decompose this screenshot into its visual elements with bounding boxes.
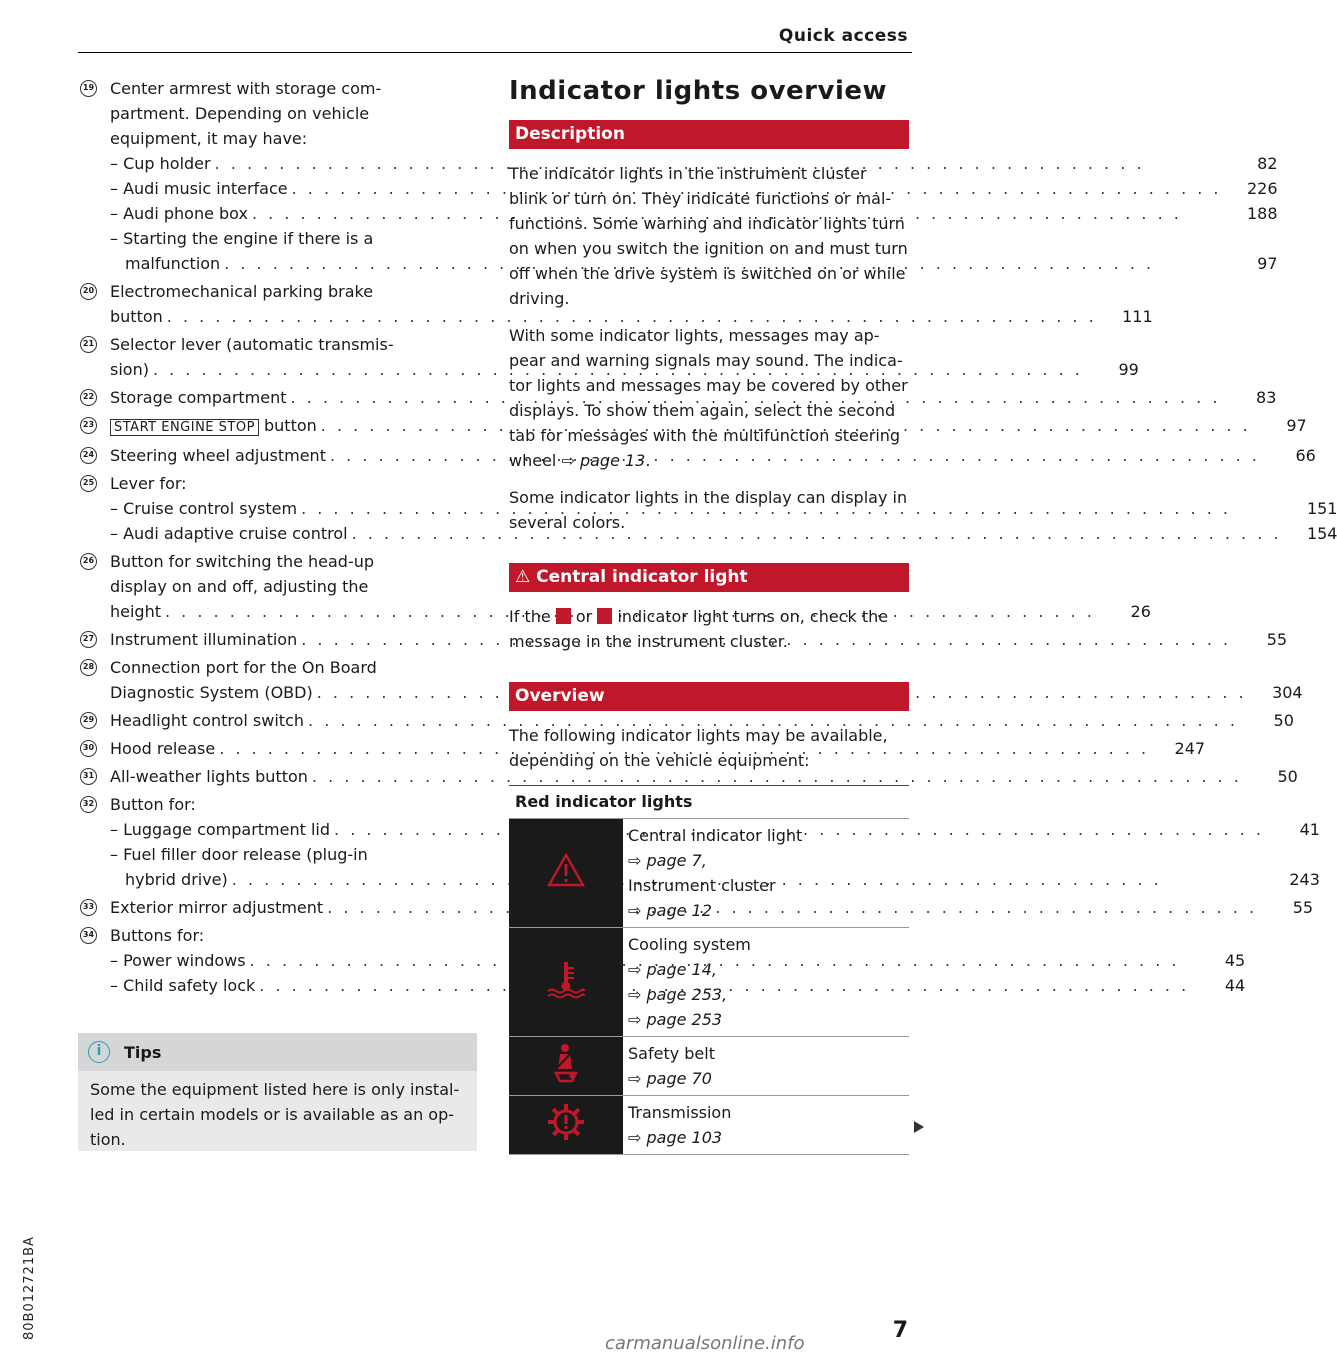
item-number-badge: 23 (80, 417, 97, 434)
central-indicator-bar: ⚠ Central indicator light (509, 563, 909, 592)
page-link[interactable]: ⇨ page 70 (628, 1069, 712, 1088)
overview-bar: Overview (509, 682, 909, 711)
footer-watermark: carmanualsonline.info (605, 1333, 805, 1354)
page-link[interactable]: ⇨ page 253 (628, 1010, 723, 1029)
index-entry (80, 385, 1277, 410)
item-number-badge: 24 (80, 447, 97, 464)
index-line: Center armrest with storage com- (110, 79, 382, 98)
tips-body: Some the equipment listed here is only instal-led in certain models or is available as an op-tion. (90, 1080, 460, 1149)
index-line: equipment, it may have: (110, 129, 308, 148)
continue-arrow-icon (914, 1121, 924, 1133)
indicator-text-cell (623, 819, 909, 928)
page-ref[interactable]: 154 (1306, 524, 1337, 543)
index-line: Steering wheel adjustment . . . 66 (110, 443, 1316, 468)
item-number-badge: 34 (80, 927, 97, 944)
indicator-icon-cell (509, 928, 623, 1037)
tips-box (78, 1033, 477, 1151)
page-ref[interactable]: 83 (1256, 388, 1277, 407)
index-line: – Audi adaptive cruise control . . . 154 (110, 521, 1337, 546)
red-indicator-icon (556, 608, 571, 624)
indicator-icon-cell (509, 819, 623, 928)
indicator-label: Instrument cluster (628, 876, 776, 895)
transmission-gear-icon (546, 1127, 586, 1146)
index-entry (80, 279, 1153, 329)
page-ref[interactable]: 304 (1272, 683, 1303, 702)
index-line: display on and off, adjusting the (110, 577, 369, 596)
info-icon: i (88, 1041, 110, 1063)
page-ref[interactable]: 50 (1277, 767, 1298, 786)
page-ref[interactable]: 99 (1118, 360, 1139, 379)
index-line: Electromechanical parking brake (110, 282, 374, 301)
page-ref[interactable]: 26 (1130, 602, 1151, 621)
red-warning-icon (597, 608, 612, 624)
index-line: – Power windows . . . 45 (110, 948, 1245, 973)
central-indicator-text: If the or indicator light turns on, check the message in the instrument cluster. (509, 607, 889, 651)
page-ref[interactable]: 50 (1273, 711, 1294, 730)
page-ref[interactable]: 247 (1174, 739, 1206, 758)
page-ref[interactable]: 44 (1224, 976, 1246, 995)
page-ref[interactable]: 151 (1306, 499, 1337, 518)
start-engine-stop-key: START ENGINE STOP (110, 419, 259, 436)
indicator-icon-cell (509, 1037, 623, 1096)
indicator-row (509, 819, 909, 928)
index-line: Instrument illumination . . . 55 (110, 627, 1287, 652)
description-bar: Description (509, 120, 909, 149)
index-line: – Cruise control system . . . 151 (110, 496, 1337, 521)
description-paragraph-1: The indicator lights in the instrument cluster blink or turn on. They indicate functions or mal-functions. Some warning and indicator lights turn on when you switch the ignition on and must turn off when the drive system is switched on or while driving. (509, 164, 908, 308)
item-number-badge: 27 (80, 631, 97, 648)
index-line: – Cup holder . . . 82 (110, 151, 1278, 176)
document-code: 80B012721BA (22, 1236, 37, 1340)
page-link[interactable]: ⇨ page 7, (628, 851, 707, 870)
description-paragraph-3: Some indicator lights in the display can display in several colors. (509, 488, 908, 532)
right-column (509, 74, 909, 1155)
index-line: Connection port for the On Board (110, 658, 377, 677)
indicator-label: Cooling system (628, 935, 751, 954)
page-number: 7 (892, 1318, 908, 1343)
item-number-badge: 28 (80, 659, 97, 676)
warning-triangle-icon (546, 873, 586, 892)
index-line: Exterior mirror adjustment . . . 55 (110, 895, 1313, 920)
index-line: All-weather lights button . . . 50 (110, 764, 1298, 789)
item-number-badge: 21 (80, 336, 97, 353)
seat-belt-icon (548, 1068, 584, 1087)
tips-title: Tips (124, 1042, 162, 1062)
page-link[interactable]: ⇨ page 253, (628, 985, 728, 1004)
item-number-badge: 32 (80, 796, 97, 813)
index-line: Button for: (110, 795, 196, 814)
page-link[interactable]: ⇨ page 13 (561, 451, 646, 470)
index-line: hybrid drive) . . . 243 (110, 867, 1320, 892)
indicator-row (509, 928, 909, 1037)
index-line: sion) . . . 99 (110, 357, 1139, 382)
index-line: partment. Depending on vehicle (110, 104, 370, 123)
index-line: Storage compartment . . . 83 (110, 385, 1276, 410)
section-heading: Indicator lights overview (509, 76, 888, 106)
page-ref[interactable]: 111 (1122, 307, 1153, 326)
index-line: Selector lever (automatic transmis- (110, 335, 394, 354)
item-number-badge: 31 (80, 768, 97, 785)
page-link[interactable]: ⇨ page 103 (628, 1128, 723, 1147)
page-link[interactable]: ⇨ page 12 (628, 901, 712, 920)
indicator-text-cell (623, 928, 909, 1037)
index-line: height . . . 26 (110, 599, 1151, 624)
red-indicator-title: Red indicator lights (509, 785, 909, 818)
index-line: – Starting the engine if there is a (110, 229, 374, 248)
overview-text: The following indicator lights may be available, depending on the vehicle equipment: (509, 726, 888, 770)
page-ref[interactable]: 45 (1224, 951, 1246, 970)
page-ref[interactable]: 82 (1257, 154, 1278, 173)
indicator-text-cell (623, 1037, 909, 1096)
index-line: – Child safety lock . . . 44 (110, 973, 1245, 998)
index-line: Hood release . . . 247 (110, 736, 1205, 761)
indicator-text-cell (623, 1096, 909, 1155)
coolant-temperature-icon (544, 984, 588, 1003)
item-number-badge: 20 (80, 283, 97, 300)
index-line: Lever for: (110, 474, 187, 493)
indicator-table (509, 818, 909, 1155)
indicator-icon-cell (509, 1096, 623, 1155)
tips-header (78, 1033, 477, 1071)
indicator-label: Safety belt (628, 1044, 715, 1063)
index-line: button . . . 111 (110, 304, 1153, 329)
page-ref[interactable]: 243 (1289, 870, 1320, 889)
description-paragraph-2: With some indicator lights, messages may ap-pear and warning signals may sound. The indica-tor lights and messages may be covered by other displays. To show them again, select the second tab for messages with the multifunction steering wheel ⇨ page 13. (509, 326, 908, 470)
index-line: Buttons for: (110, 926, 205, 945)
page-ref[interactable]: 55 (1292, 898, 1314, 917)
index-line: – Fuel filler door release (plug-in (110, 845, 368, 864)
page-header-title: Quick access (778, 26, 908, 46)
header-rule (78, 52, 912, 53)
item-number-badge: 22 (80, 389, 97, 406)
item-number-badge: 33 (80, 899, 97, 916)
page-ref[interactable]: 188 (1246, 204, 1278, 223)
item-number-badge: 26 (80, 553, 97, 570)
index-line: Headlight control switch . . . 50 (110, 708, 1294, 733)
indicator-label: Transmission (628, 1103, 732, 1122)
item-number-badge: 30 (80, 740, 97, 757)
index-line: malfunction . . . 97 (110, 251, 1278, 276)
indicator-row (509, 1037, 909, 1096)
item-number-badge: 29 (80, 712, 97, 729)
page-link[interactable]: ⇨ page 14, (628, 960, 717, 979)
index-line: – Audi music interface . . . 226 (110, 176, 1278, 201)
page-ref[interactable]: 226 (1246, 179, 1278, 198)
index-entry (80, 708, 1294, 733)
page-ref[interactable]: 97 (1286, 416, 1307, 435)
index-line: Diagnostic System (OBD) . . . 304 (110, 680, 1303, 705)
index-entry (80, 764, 1298, 789)
index-line: – Luggage compartment lid . . . 41 (110, 817, 1320, 842)
page-ref[interactable]: 41 (1299, 820, 1320, 839)
index-entry (80, 413, 1307, 440)
index-line: Button for switching the head-up (110, 552, 375, 571)
item-number-badge: 25 (80, 475, 97, 492)
page-ref[interactable]: 97 (1257, 254, 1278, 273)
index-line: – Audi phone box . . . 188 (110, 201, 1278, 226)
page-ref[interactable]: 66 (1295, 446, 1316, 465)
index-entry (80, 332, 1139, 382)
indicator-label: Central indicator light (628, 826, 803, 845)
index-line: START ENGINE STOP button . . . 97 (110, 413, 1307, 440)
page-ref[interactable]: 55 (1266, 630, 1288, 649)
indicator-row (509, 1096, 909, 1155)
item-number-badge: 19 (80, 80, 97, 97)
